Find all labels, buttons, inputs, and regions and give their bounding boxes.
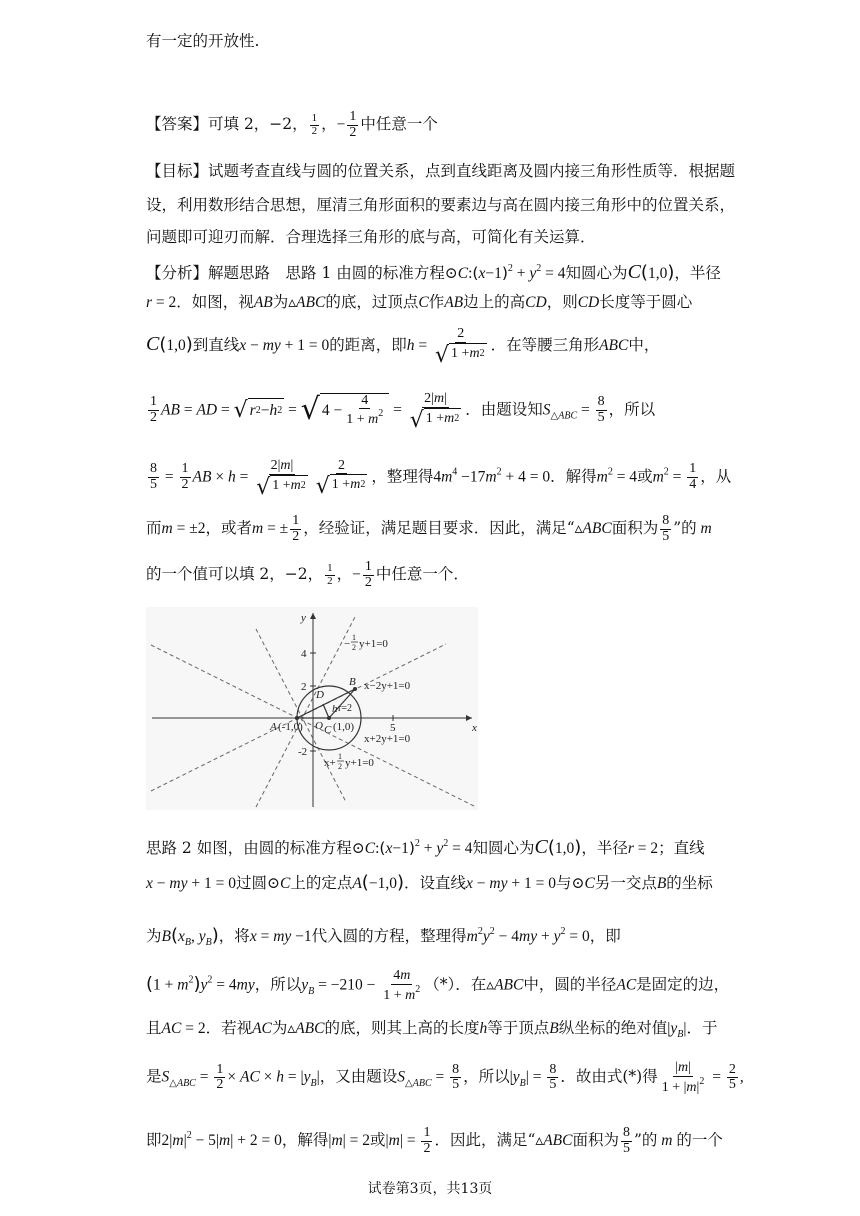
line-label-part: y+1=0	[345, 757, 374, 769]
line-label: x−2y+1=0	[364, 680, 411, 692]
text: 代入圆的方程，整理得	[311, 927, 467, 945]
text: 为	[146, 927, 162, 945]
text: ，半径	[581, 839, 628, 857]
line-label	[324, 752, 374, 771]
point-c-coord: (1,0)	[333, 721, 355, 733]
text: ，又由题设	[319, 1067, 398, 1086]
text: ，或者	[205, 519, 252, 538]
fraction: $\frac{8}{5}$	[622, 1124, 630, 1156]
text: 而	[146, 519, 162, 538]
text: 边上的高	[463, 293, 526, 311]
text: ．在等腰三角形	[490, 335, 600, 354]
fraction: $\frac{1}{2}$	[311, 112, 318, 137]
method2-line: 是$S_{\triangle ABC}$ = $\frac{1}{2}$ × AC × $h = |y_B|$，又由题设$S_{\triangle ABC}$ = $\frac{8}{5}$ ，所以$|y_B|$ = $\frac{8}{5}$ ．故由式(*)得 $\frac{|m|}{1 + |m|^2}$ = $\frac{2}{5}$ ,	[146, 1060, 744, 1095]
point-a-coord: (-1,0)	[278, 721, 303, 733]
text: ．解得	[550, 467, 597, 486]
fraction: $\frac{1}{2}$	[181, 461, 189, 492]
text: ．设直线	[403, 874, 466, 892]
tick-label: 5	[390, 722, 396, 734]
text: 即	[146, 1131, 162, 1149]
text: 另一交点	[594, 874, 657, 892]
analysis-tag: 【分析】	[146, 264, 209, 282]
text: 中，圆的半径	[523, 975, 617, 994]
fraction: $\frac{8}{5}$	[662, 513, 670, 544]
fraction: $\frac{1}{2}$	[327, 562, 333, 587]
analysis-line: $\frac{1}{2}$ AB = AD = √ r 2 − h 2 = √ 4 − $\frac{4}{1 + m^2}$ = 2|m| √ 1 + m 2 ．由题设知$S_{\triangle ABC}$ = $\frac{8}{5}$ ，所以	[150, 391, 656, 433]
text: 纵坐标的绝对值	[558, 1019, 668, 1037]
fraction: $\frac{1}{2}$	[364, 559, 372, 590]
tick-label: -2	[298, 746, 308, 758]
text: ，则	[546, 293, 578, 311]
method2-line: $(1 + m^2)y^2 = 4my$，所以$y_B = -210$ − $\frac{4m}{1 + m^2}$ （*）．在▵ABC中，圆的半径AC是固定的边，	[146, 968, 730, 1003]
fraction: $\frac{8}{5}$	[150, 461, 157, 492]
text: ．如图，视	[176, 293, 254, 311]
text: 或	[370, 1131, 386, 1149]
svg-text:2: 2	[352, 643, 356, 652]
goal-line	[146, 159, 735, 183]
fraction: $\frac{|m|}{1 + |m|^2}$	[661, 1060, 705, 1095]
paragraph-line	[146, 29, 259, 53]
text: 且	[146, 1019, 162, 1037]
origin-label: O	[315, 720, 323, 732]
text: 是	[146, 1067, 162, 1086]
text: 的坐标	[666, 874, 713, 892]
tick-label: 2	[301, 681, 307, 693]
answer-text: 可填 2，−2，	[208, 115, 308, 134]
text: 等于顶点	[487, 1019, 550, 1037]
fraction: $\frac{8}{5}$	[452, 1061, 460, 1093]
method2-line: 即$2|m|^2 - 5|m| + 2 = 0$，解得|m| = 2或|m| = $\frac{1}{2}$ ．因此，满足“▵ABC面积为 $\frac{8}{5}$ ”的 m 的一个	[146, 1124, 723, 1156]
line-label-part: −	[344, 638, 351, 650]
fraction: 2 √ 1 + m 2	[315, 457, 366, 500]
paragraph-line	[146, 225, 596, 249]
text: 的一个值可以填 2，−2，	[146, 565, 324, 584]
text: 的距离，即	[329, 335, 407, 354]
point-b-label: B	[349, 676, 356, 688]
point-c-label: C	[324, 724, 332, 736]
text: 为	[271, 1019, 288, 1037]
fraction: 2 √ 1 + m 2	[435, 326, 485, 368]
analysis-line: 【分析】解题思路 思路 1 由圆的标准方程$⊙C:(x-1)^2 + y^2 = 4$知圆心为C(1,0)，半径	[146, 261, 721, 283]
text: 长度等于圆心	[599, 293, 693, 311]
axis-y-label: y	[301, 612, 306, 624]
text: 面积为	[572, 1131, 619, 1149]
goal-tag: 【目标】	[146, 162, 209, 180]
text: 与	[555, 874, 572, 892]
text: 的底，过顶点	[325, 293, 419, 311]
fraction: $\frac{1}{2}$	[423, 1124, 431, 1156]
text: 知圆心为	[565, 264, 628, 282]
text: ，半径	[674, 264, 721, 282]
svg-text:2: 2	[338, 762, 342, 771]
fraction: $\frac{8}{5}$	[549, 1061, 557, 1093]
svg-text:1: 1	[338, 752, 342, 761]
text: 解题思路 思路 1 由圆的标准方程	[208, 264, 445, 282]
text: 过圆	[235, 874, 267, 892]
answer-line: 【答案】可填 2，−2， $\frac{1}{2}$ ，− $\frac{1}{2}$ 中任意一个	[146, 109, 438, 140]
method2-line: 且AC = 2．若视AC为▵ABC的底，则其上高的长度h等于顶点B纵坐标的绝对值$|y_B|$．于	[146, 1019, 718, 1041]
svg-text:1: 1	[352, 633, 356, 642]
text: ，所以	[463, 1067, 510, 1086]
line-label	[344, 633, 388, 652]
text: 中，	[628, 335, 660, 354]
text: 知圆心为	[472, 839, 535, 857]
radius-label: r=2	[338, 703, 352, 714]
text: ．故由式(*)得	[560, 1067, 658, 1086]
text: 作	[428, 293, 445, 311]
text: ，所以	[608, 400, 656, 419]
text: 面积为	[611, 519, 659, 538]
text: （*）．在	[424, 975, 487, 994]
method2-line: x − my + 1 = 0过圆⊙C上的定点A(−1,0)．设直线x − my + 1 = 0与⊙C另一交点B的坐标	[146, 872, 713, 893]
point-a-label: A	[270, 721, 277, 733]
fraction: 2|m| √ 1 + m 2	[256, 458, 306, 500]
fraction: $\frac{1}{2}$	[292, 513, 300, 544]
line-label-part: x+	[324, 757, 336, 769]
text: ，所以	[254, 975, 302, 994]
text: 是固定的边，	[636, 975, 730, 994]
fraction: $\frac{2}{5}$	[728, 1061, 736, 1093]
analysis-line: 的一个值可以填 2，−2， $\frac{1}{2}$ ，− $\frac{1}{2}$ 中任意一个．	[146, 559, 469, 590]
text: 问题即可迎刃而解．合理选择三角形的底与高，可简化有关运算．	[146, 228, 596, 246]
text: ，即	[589, 927, 621, 945]
fraction: 2|m| √ 1 + m 2	[409, 391, 460, 433]
text: ”的	[673, 519, 697, 538]
paragraph-line	[146, 193, 735, 217]
text: ，从	[700, 467, 732, 486]
text: ，将	[218, 927, 250, 945]
text: ，经验证，满足题目要求．因此，满足“	[303, 519, 575, 538]
text: 到直线	[192, 335, 240, 354]
line-label-part: y+1=0	[359, 638, 388, 650]
coordinate-figure	[146, 607, 478, 810]
text: 中任意一个．	[375, 565, 469, 584]
fraction: $\frac{1}{4}$	[689, 461, 697, 492]
height-label: h	[332, 703, 338, 715]
text: ．若视	[205, 1019, 253, 1037]
analysis-line: C(1,0)到直线x − my + 1 = 0的距离，即h = 2 √ 1 + m 2 ．在等腰三角形ABC中，	[146, 326, 660, 368]
answer-tag: 【答案】	[146, 115, 209, 134]
fraction: $\frac{8}{5}$	[597, 394, 605, 425]
text: ．于	[686, 1019, 718, 1037]
analysis-line: r = 2．如图，视AB为▵ABC的底，过顶点C作AB边上的高CD，则CD长度等于圆心	[146, 293, 693, 311]
line-label: x+2y+1=0	[364, 733, 411, 745]
text: ，解得	[281, 1131, 329, 1149]
analysis-line: $\frac{8}{5}$ = $\frac{1}{2}$ AB × h = 2|m| √ 1 + m 2 2 √ 1 + m 2 ，整理得$4m^4 -17m^2 + 4 = 0$．解得$m^2 = 4$或$m^2$ = $\frac{1}{4}$ ，从	[150, 457, 732, 500]
fraction: $\frac{4m}{1 + m^2}$	[383, 968, 421, 1003]
text: ．由题设知	[465, 400, 543, 419]
text: 为	[272, 293, 289, 311]
fraction: $\frac{1}{2}$	[150, 394, 157, 425]
method2-line: 思路 2 如图，由圆的标准方程$⊙C:(x-1)^2 + y^2 = 4$知圆心为C(1,0)，半径r = 2；直线	[146, 836, 705, 858]
point-d-label: D	[316, 689, 324, 701]
axis-x-label: x	[472, 722, 477, 734]
fraction: $\frac{1}{2}$	[349, 109, 357, 140]
text: ”的	[633, 1131, 658, 1149]
text: 设，利用数形结合思想，厘清三角形面积的要素边与高在圆内接三角形中的位置关系，	[146, 196, 736, 214]
text: ，整理得	[371, 467, 434, 486]
fraction: $\frac{1}{2}$	[216, 1061, 224, 1093]
text: 上的定点	[290, 874, 353, 892]
text: 的底，则其上高的长度	[324, 1019, 480, 1037]
text: 或	[637, 467, 653, 486]
text: 试题考查直线与圆的位置关系，点到直线距离及圆内接三角形性质等．根据题	[208, 162, 736, 180]
text: ．因此，满足“	[434, 1131, 536, 1149]
page-footer: 试卷第3页，共13页	[367, 1181, 493, 1197]
answer-text: 中任意一个	[360, 115, 438, 134]
text: 思路 2 如图，由圆的标准方程	[146, 839, 352, 857]
text: 有一定的开放性.	[146, 32, 260, 50]
analysis-line: 而m = ±2，或者m = ± $\frac{1}{2}$ ，经验证，满足题目要求．因此，满足“▵ABC面积为 $\frac{8}{5}$ ”的 m	[146, 513, 712, 544]
text: 的一个	[676, 1131, 723, 1149]
method2-line: 为$B(x_B$, $y_B$)，将x = my −1代入圆的方程，整理得$m^2y^2 - 4my + y^2 = 0$，即	[146, 925, 621, 949]
tick-label: 4	[301, 648, 307, 660]
text: ；直线	[658, 839, 705, 857]
segment-cd	[323, 704, 329, 718]
